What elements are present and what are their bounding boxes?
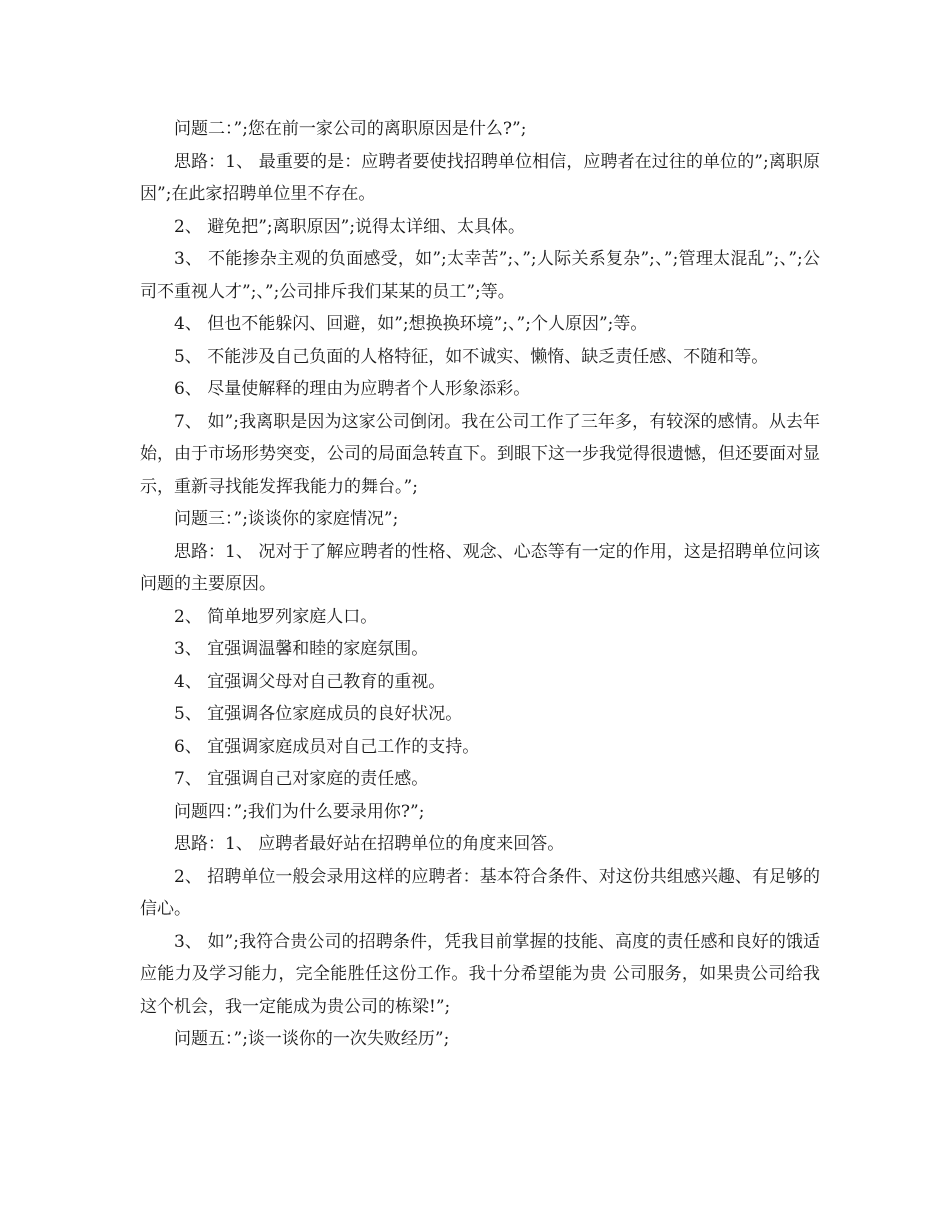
paragraph: 2、 简单地罗列家庭人口。 — [174, 606, 378, 627]
paragraph: 3、 如”;我符合贵公司的招聘条件，凭我目前掌握的技能、高度的责任感和良好的饿适应能力及学习能力，完全能胜任这份工作。我十分希望能为贵 公司服务，如果贵公司给我这个机会，我一定能成为贵公司的栋梁!”; — [140, 931, 820, 1017]
paragraph: 思路：1、 应聘者最好站在招聘单位的角度来回答。 — [174, 834, 565, 854]
document-body — [140, 113, 820, 1056]
paragraph: 2、 避免把”;离职原因”;说得太详细、太具体。 — [174, 216, 526, 237]
paragraph: 思路：1、 况对于了解应聘者的性格、观念、心态等有一定的作用，这是招聘单位问该问题的主要原因。 — [140, 541, 820, 594]
question-heading: 问题五：”;谈一谈你的一次失败经历”; — [174, 1029, 450, 1049]
paragraph: 6、 尽量使解释的理由为应聘者个人形象添彩。 — [174, 379, 531, 399]
paragraph: 7、 如”;我离职是因为这家公司倒闭。我在公司工作了三年多，有较深的感情。从去年始，由于市场形势突变，公司的局面急转直下。到眼下这一步我觉得很遗憾，但还要面对显示，重新寻找能发挥我能力的舞台。”; — [140, 411, 820, 497]
paragraph: 思路：1、 最重要的是：应聘者要使找招聘单位相信，应聘者在过往的单位的”;离职原因”;在此家招聘单位里不存在。 — [140, 151, 820, 204]
paragraph: 5、 不能涉及自己负面的人格特征，如不诚实、懒惰、缺乏责任感、不随和等。 — [174, 346, 769, 367]
paragraph: 6、 宜强调家庭成员对自己工作的支持。 — [174, 736, 480, 757]
paragraph: 3、 不能掺杂主观的负面感受，如”;太幸苦”;、”;人际关系复杂”;、”;管理太混乱”;、”;公司不重视人才”;、”;公司排斥我们某某的员工”;等。 — [140, 249, 820, 302]
paragraph: 2、 招聘单位一般会录用这样的应聘者：基本符合条件、对这份共组感兴趣、有足够的信心。 — [140, 866, 820, 919]
paragraph: 5、 宜强调各位家庭成员的良好状况。 — [174, 704, 463, 724]
paragraph: 3、 宜强调温馨和睦的家庭氛围。 — [174, 639, 429, 659]
question-heading: 问题二：”;您在前一家公司的离职原因是什么?”; — [174, 119, 527, 139]
question-heading: 问题三：”;谈谈你的家庭情况”; — [174, 509, 399, 529]
paragraph: 4、 宜强调父母对自己教育的重视。 — [174, 671, 446, 692]
paragraph: 4、 但也不能躲闪、回避，如”;想换换环境”;、”;个人原因”;等。 — [174, 314, 648, 334]
paragraph: 7、 宜强调自己对家庭的责任感。 — [174, 769, 429, 789]
question-heading: 问题四：”;我们为什么要录用你?”; — [174, 801, 425, 822]
